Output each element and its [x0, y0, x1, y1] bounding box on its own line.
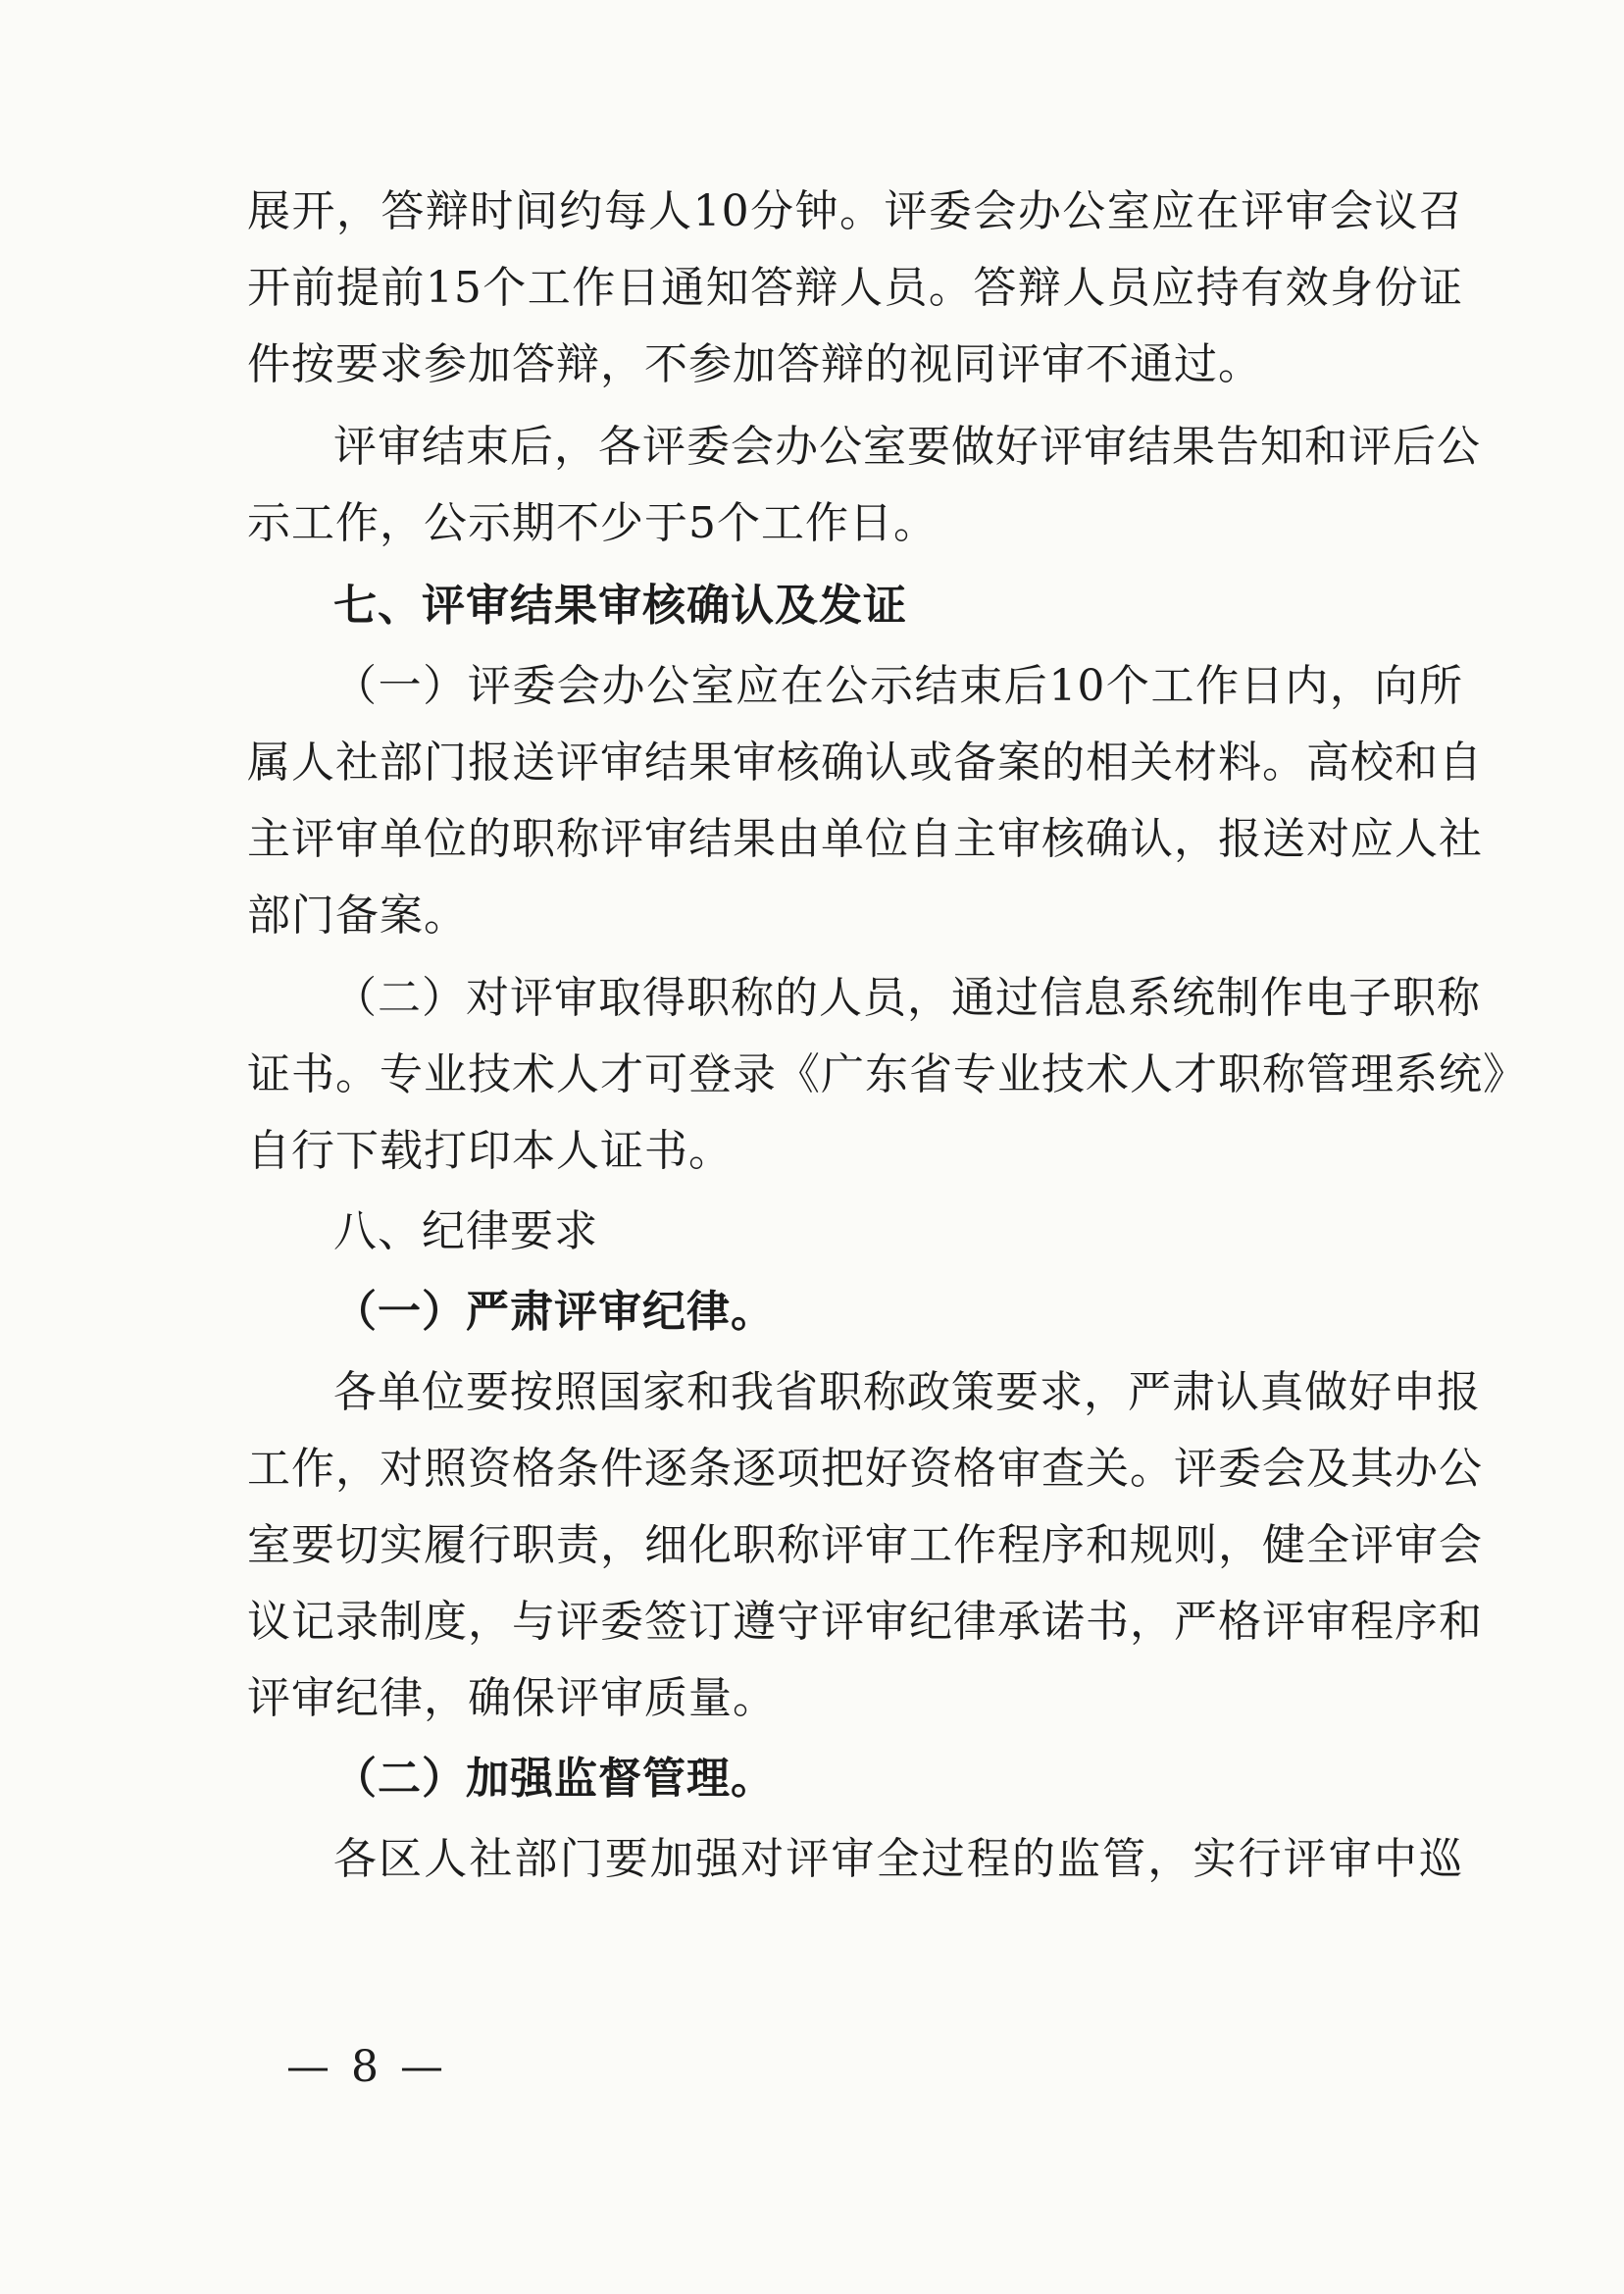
subsection-heading: （二）加强监督管理。	[333, 1754, 775, 1804]
paragraph-line: 评审纪律，确保评审质量。	[247, 1673, 777, 1723]
paragraph-line: 部门备案。	[247, 891, 468, 941]
paragraph-line: 各单位要按照国家和我省职称政策要求，严肃认真做好申报	[333, 1367, 1481, 1417]
paragraph-line: 展开，答辩时间约每人10分钟。评委会办公室应在评审会议召	[247, 186, 1463, 236]
page-number: — 8 —	[286, 2042, 447, 2092]
paragraph-line: 评审结束后，各评委会办公室要做好评审结果告知和评后公	[333, 422, 1481, 472]
paragraph-line: （二）对评审取得职称的人员，通过信息系统制作电子职称	[333, 973, 1481, 1023]
subsection-heading: （一）严肃评审纪律。	[333, 1287, 775, 1337]
paragraph-line: 属人社部门报送评审结果审核确认或备案的相关材料。高校和自	[247, 738, 1483, 788]
paragraph-line: 各区人社部门要加强对评审全过程的监管，实行评审中巡	[333, 1834, 1463, 1884]
paragraph-line: 开前提前15个工作日通知答辩人员。答辩人员应持有效身份证	[247, 263, 1463, 313]
paragraph-line: 主评审单位的职称评审结果由单位自主审核确认，报送对应人社	[247, 814, 1483, 864]
paragraph-line: 自行下载打印本人证书。	[247, 1126, 733, 1176]
paragraph-line: 工作，对照资格条件逐条逐项把好资格审查关。评委会及其办公	[247, 1444, 1483, 1494]
paragraph-line: 室要切实履行职责，细化职称评审工作程序和规则，健全评审会	[247, 1520, 1483, 1570]
paragraph-line: 件按要求参加答辩，不参加答辩的视同评审不通过。	[247, 339, 1262, 389]
paragraph-line: 议记录制度，与评委签订遵守评审纪律承诺书，严格评审程序和	[247, 1597, 1483, 1647]
paragraph-line: 示工作，公示期不少于5个工作日。	[247, 498, 938, 548]
paragraph-line: （一）评委会办公室应在公示结束后10个工作日内，向所	[333, 661, 1463, 711]
paragraph-line: 证书。专业技术人才可登录《广东省专业技术人才职称管理系统》	[247, 1049, 1527, 1099]
section-heading: 八、纪律要求	[333, 1206, 598, 1256]
section-heading: 七、评审结果审核确认及发证	[333, 581, 907, 631]
